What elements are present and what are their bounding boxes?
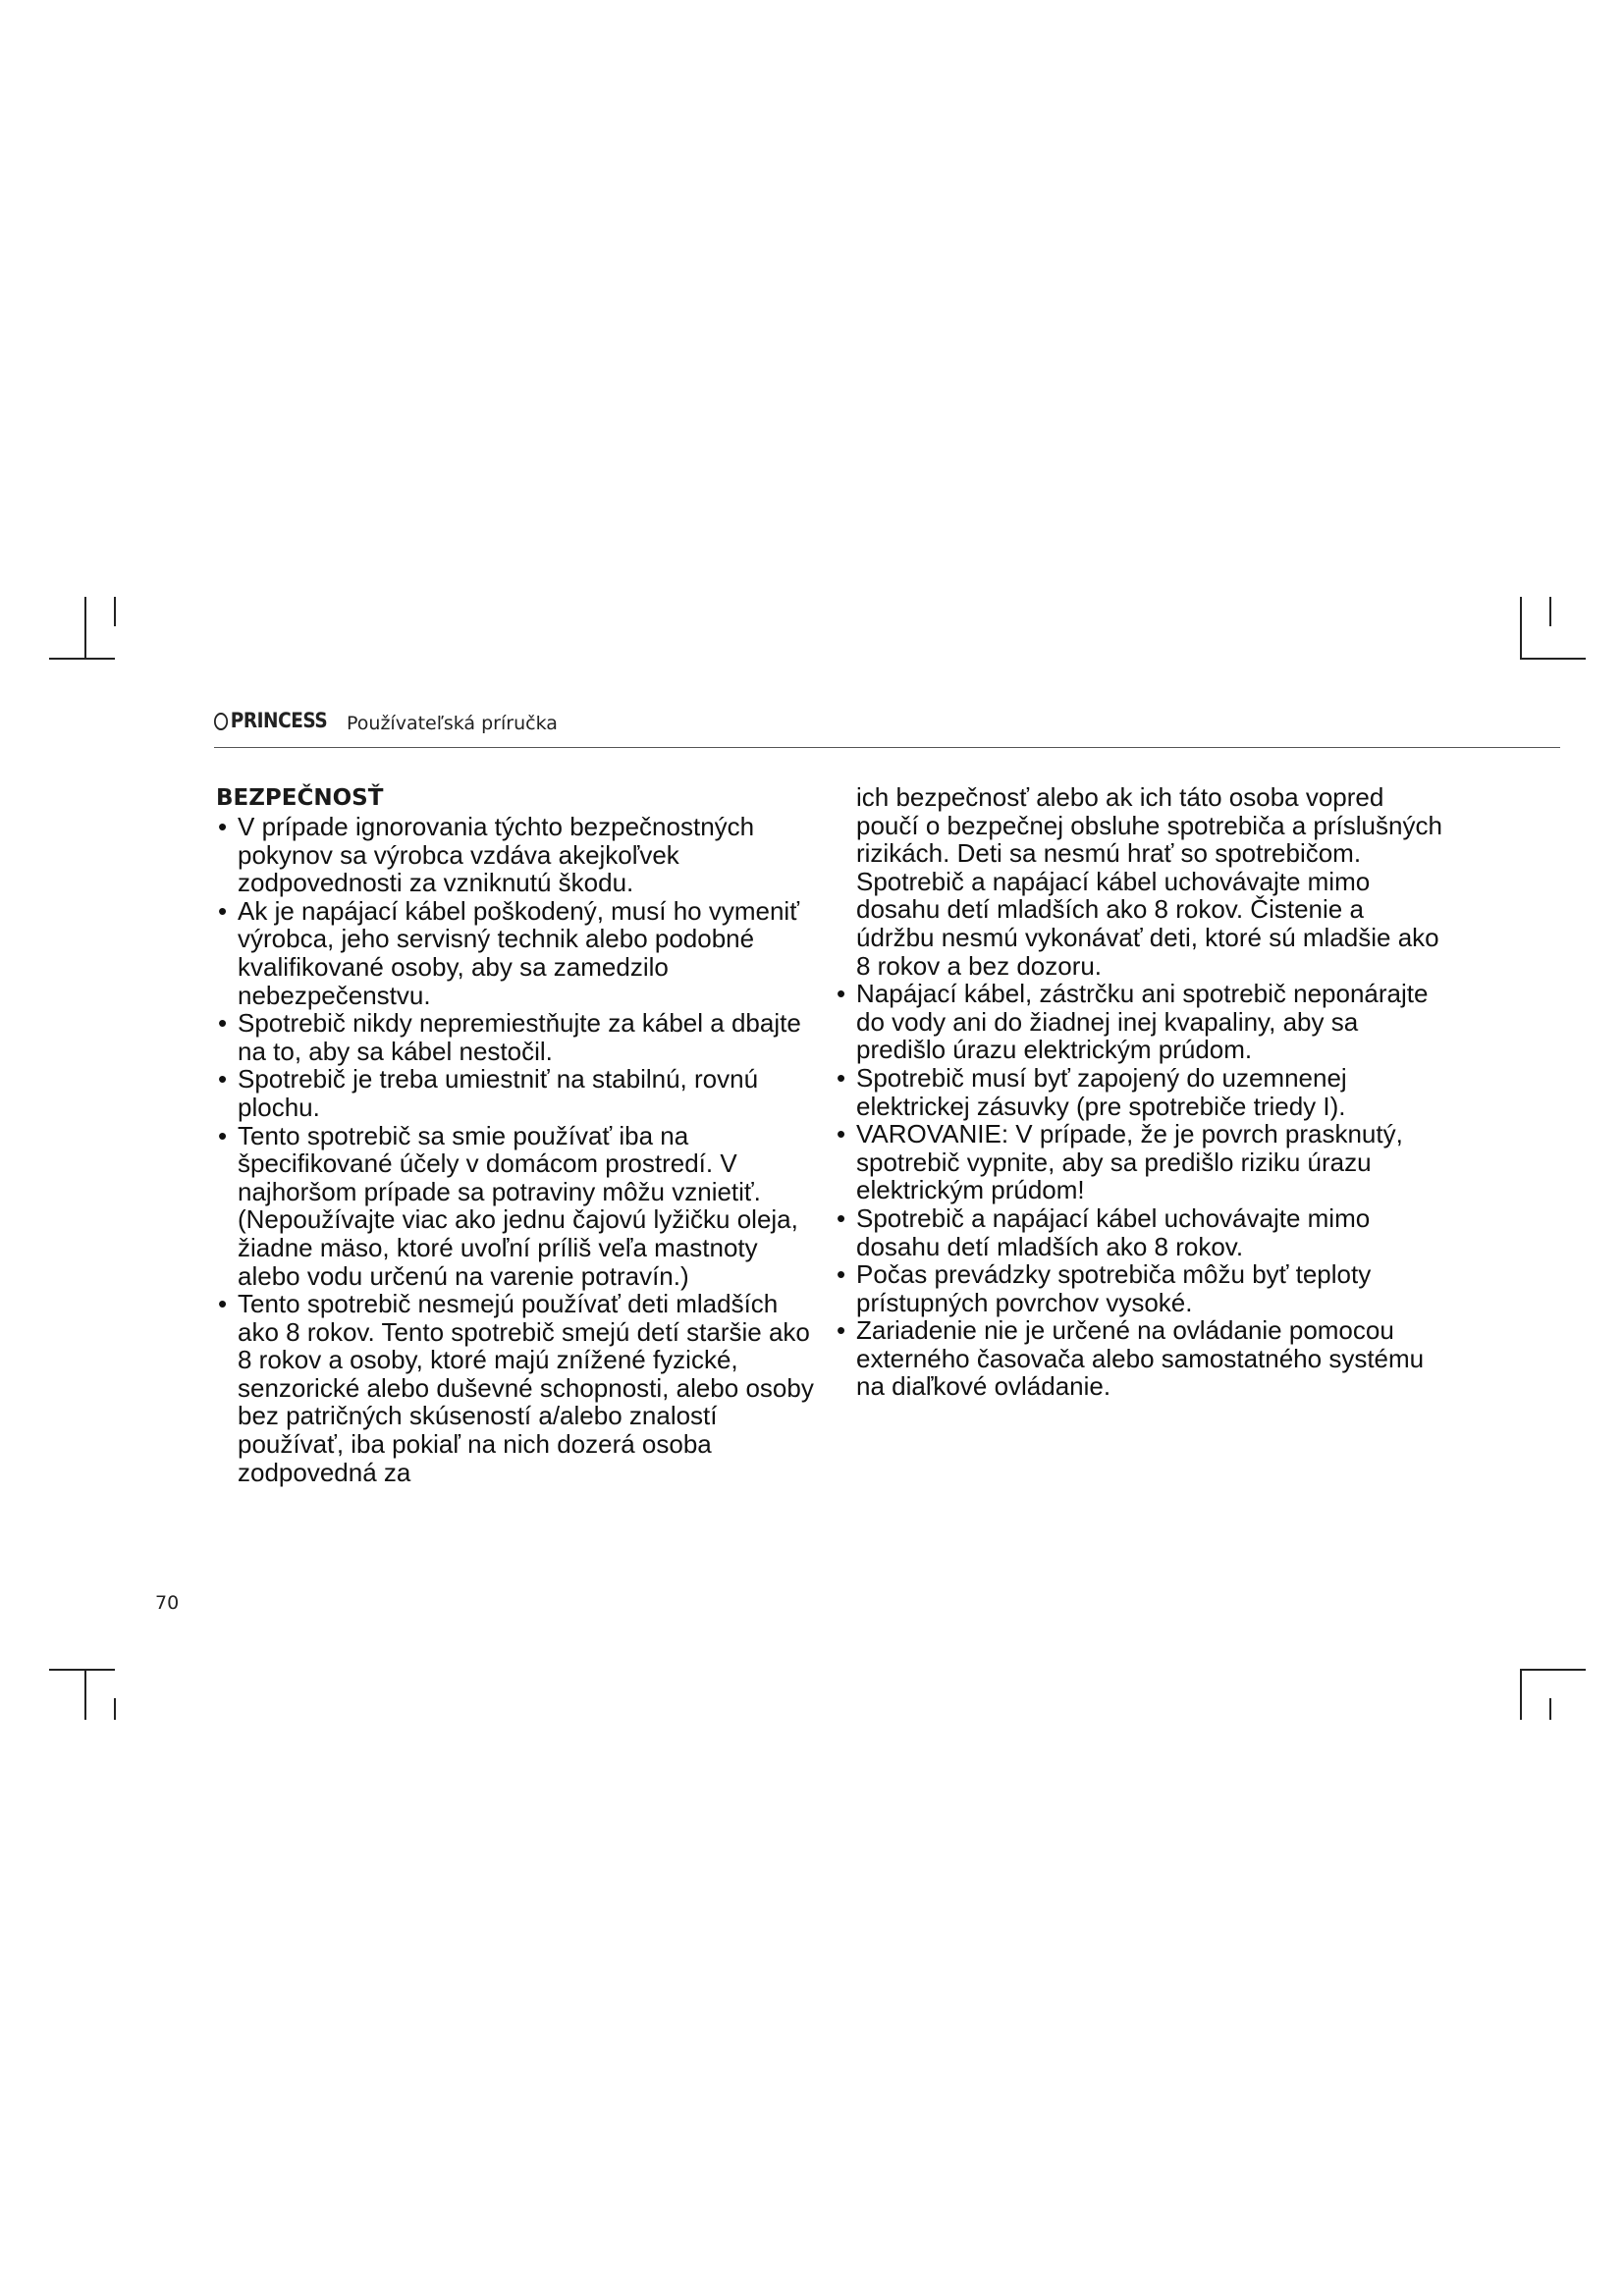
list-item: • Zariadenie nie je určené na ovládanie pomocou externého časovača alebo samostatného systému na diaľkové ovládanie. [835, 1316, 1443, 1401]
list-item: • Spotrebič a napájací kábel uchovávajte mimo dosahu detí mladších ako 8 rokov. [835, 1204, 1443, 1260]
page-number: 70 [155, 1592, 180, 1614]
list-item: • V prípade ignorovania týchto bezpečnostných pokynov sa výrobca vzdáva akejkoľvek zodpovednosti za vzniknutú škodu. [216, 813, 825, 897]
crop-mark-bottom-left-h [49, 1669, 115, 1671]
crop-mark-top-right-v [1520, 597, 1522, 659]
header-divider [214, 747, 1560, 748]
list-item: • Ak je napájací kábel poškodený, musí ho vymeniť výrobca, jeho servisný technik alebo podobné kvalifikované osoby, aby sa zamedzilo nebezpečenstvu. [216, 897, 825, 1009]
right-column [835, 783, 1443, 1401]
list-item: • Tento spotrebič nesmejú používať deti mladších ako 8 rokov. Tento spotrebič smejú detí staršie ako 8 rokov a osoby, ktoré majú znížené fyzické, senzorické alebo duševné schopnosti, alebo osoby bez patričných skúseností a/alebo znalostí používať, iba pokiaľ na nich dozerá osoba zodpovedná za [216, 1290, 825, 1486]
list-item: • Spotrebič nikdy nepremiestňujte za kábel a dbajte na to, aby sa kábel nestočil. [216, 1009, 825, 1065]
safety-list-left [216, 813, 825, 1486]
crop-mark-top-right-h [1520, 658, 1586, 660]
crown-icon [214, 713, 228, 730]
list-item: • Spotrebič musí byť zapojený do uzemnenej elektrickej zásuvky (pre spotrebiče triedy I). [835, 1064, 1443, 1120]
crop-mark-bottom-right-h [1520, 1669, 1586, 1671]
continued-text: ich bezpečnosť alebo ak ich táto osoba vopred poučí o bezpečnej obsluhe spotrebiča a príslušných rizikách. Deti sa nesmú hrať so spotrebičom. Spotrebič a napájací kábel uchovávajte mimo dosahu detí mladších ako 8 rokov. Čistenie a údržbu nesmú vykonávať deti, ktoré sú mladšie ako 8 rokov a bez dozoru. [856, 782, 1442, 981]
left-column [216, 783, 825, 1486]
section-heading: BEZPEČNOSŤ [216, 785, 384, 811]
brand-name: PRINCESS [230, 709, 328, 732]
safety-list-right [835, 980, 1443, 1401]
crop-mark-top-left-h [49, 658, 115, 660]
page-header [214, 709, 558, 734]
list-item: • Tento spotrebič sa smie používať iba na špecifikované účely v domácom prostredí. V najhoršom prípade sa potraviny môžu vznietiť. (Nepoužívajte viac ako jednu čajovú lyžičku oleja, žiadne mäso, ktoré uvoľní príliš veľa mastnoty alebo vodu určenú na varenie potravín.) [216, 1122, 825, 1291]
crop-mark-top-left-v2 [114, 597, 116, 626]
crop-mark-bottom-left-v [84, 1669, 86, 1720]
list-item: • Počas prevádzky spotrebiča môžu byť teploty prístupných povrchov vysoké. [835, 1260, 1443, 1316]
crop-mark-top-left-v [84, 597, 86, 659]
list-item: • VAROVANIE: V prípade, že je povrch prasknutý, spotrebič vypnite, aby sa predišlo riziku úrazu elektrickým prúdom! [835, 1120, 1443, 1204]
list-item: • Napájací kábel, zástrčku ani spotrebič neponárajte do vody ani do žiadnej inej kvapaliny, aby sa predišlo úrazu elektrickým prúdom. [835, 980, 1443, 1064]
manual-title: Používateľská príručka [347, 713, 558, 734]
list-item: • Spotrebič je treba umiestniť na stabilnú, rovnú plochu. [216, 1065, 825, 1121]
brand-logo [214, 709, 327, 732]
crop-mark-top-right-v2 [1549, 597, 1551, 626]
crop-mark-bottom-right-v [1520, 1669, 1522, 1720]
crop-mark-bottom-left-v2 [114, 1698, 116, 1720]
crop-mark-bottom-right-v2 [1549, 1698, 1551, 1720]
